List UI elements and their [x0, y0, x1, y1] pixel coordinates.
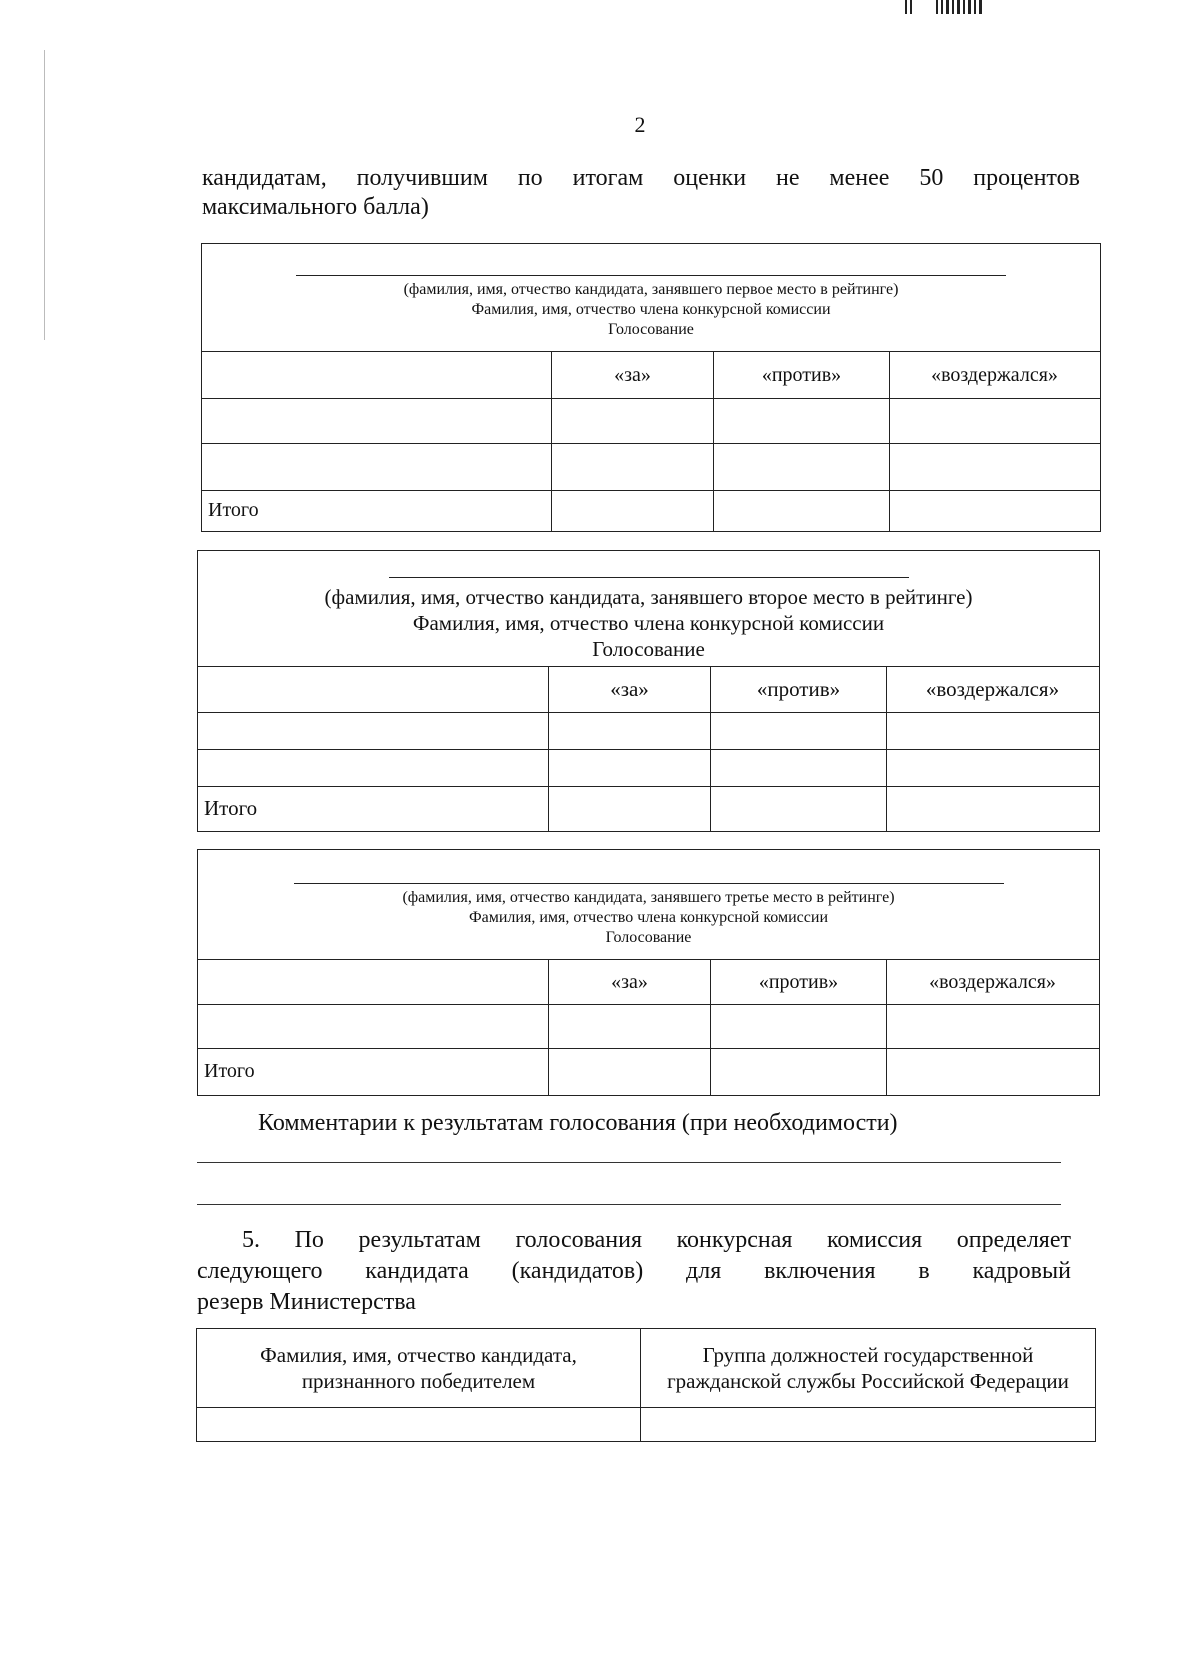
intro-paragraph [202, 164, 1080, 222]
barcode [905, 0, 982, 16]
col-for: «за» [551, 352, 713, 398]
vote-table-first-place [201, 243, 1101, 532]
table-row [198, 667, 1099, 713]
candidate-name-line [294, 883, 1004, 884]
vote-table-header [198, 850, 1099, 960]
candidate-caption: (фамилия, имя, отчество кандидата, занявшего второе место в рейтинге) [324, 585, 973, 609]
table-row [198, 712, 1099, 750]
col-abstained: «воздержался» [886, 960, 1098, 1004]
total-label: Итого [204, 796, 258, 820]
intro-line-2: максимального балла) [202, 194, 429, 220]
candidate-caption: (фамилия, имя, отчество кандидата, занявшего третье место в рейтинге) [402, 889, 895, 906]
table-row [198, 960, 1099, 1005]
vote-table-header [198, 551, 1099, 667]
section-5-line-2: следующего кандидата (кандидатов) для включения в кадровый [197, 1258, 1071, 1284]
col-abstained: «воздержался» [886, 667, 1098, 712]
page-number: 2 [634, 112, 646, 137]
col-for: «за» [548, 960, 710, 1004]
col-against: «против» [710, 960, 886, 1004]
candidate-name-line [389, 577, 909, 578]
vote-table-third-place [197, 849, 1100, 1096]
total-row [198, 1048, 1099, 1095]
total-label: Итого [208, 499, 259, 521]
winner-table-header [197, 1329, 1095, 1408]
voting-caption: Голосование [608, 321, 694, 338]
voting-caption: Голосование [592, 637, 705, 661]
col-abstained: «воздержался» [889, 352, 1099, 398]
section-5-line-3: резерв Министерства [197, 1289, 416, 1315]
member-caption: Фамилия, имя, отчество члена конкурсной комиссии [412, 611, 885, 635]
winner-table [196, 1328, 1096, 1442]
scan-margin-line [44, 50, 45, 340]
member-caption: Фамилия, имя, отчество члена конкурсной комиссии [471, 301, 831, 318]
col-for: «за» [548, 667, 710, 712]
total-label: Итого [204, 1060, 255, 1082]
comment-line [197, 1162, 1061, 1163]
section-5-paragraph [197, 1225, 1071, 1318]
col-candidate-header: Фамилия, имя, отчество кандидата, признанного победителем [260, 1343, 577, 1393]
comment-line [197, 1204, 1061, 1205]
section-5-line-1: 5. По результатам голосования конкурсная комиссия определяет [242, 1227, 1071, 1253]
member-caption: Фамилия, имя, отчество члена конкурсной комиссии [468, 909, 828, 926]
table-row [202, 352, 1100, 399]
voting-caption: Голосование [605, 929, 692, 946]
candidate-name-line [296, 275, 1006, 276]
candidate-caption: (фамилия, имя, отчество кандидата, занявшего первое место в рейтинге) [403, 281, 899, 298]
table-row [202, 443, 1100, 491]
vote-table-second-place [197, 550, 1100, 832]
table-row [198, 749, 1099, 787]
col-against: «против» [713, 352, 889, 398]
winner-table-row [197, 1407, 1095, 1441]
total-row [198, 786, 1099, 831]
col-position-group-header: Группа должностей государственной гражданской службы Российской Федерации [640, 1329, 1095, 1407]
col-against: «против» [710, 667, 886, 712]
table-row [202, 398, 1100, 444]
comments-title: Комментарии к результатам голосования (при необходимости) [258, 1110, 898, 1136]
vote-table-header [202, 244, 1100, 352]
total-row [202, 490, 1100, 531]
intro-line-1: кандидатам, получившим по итогам оценки не менее 50 процентов [202, 165, 1080, 191]
table-row [198, 1004, 1099, 1049]
